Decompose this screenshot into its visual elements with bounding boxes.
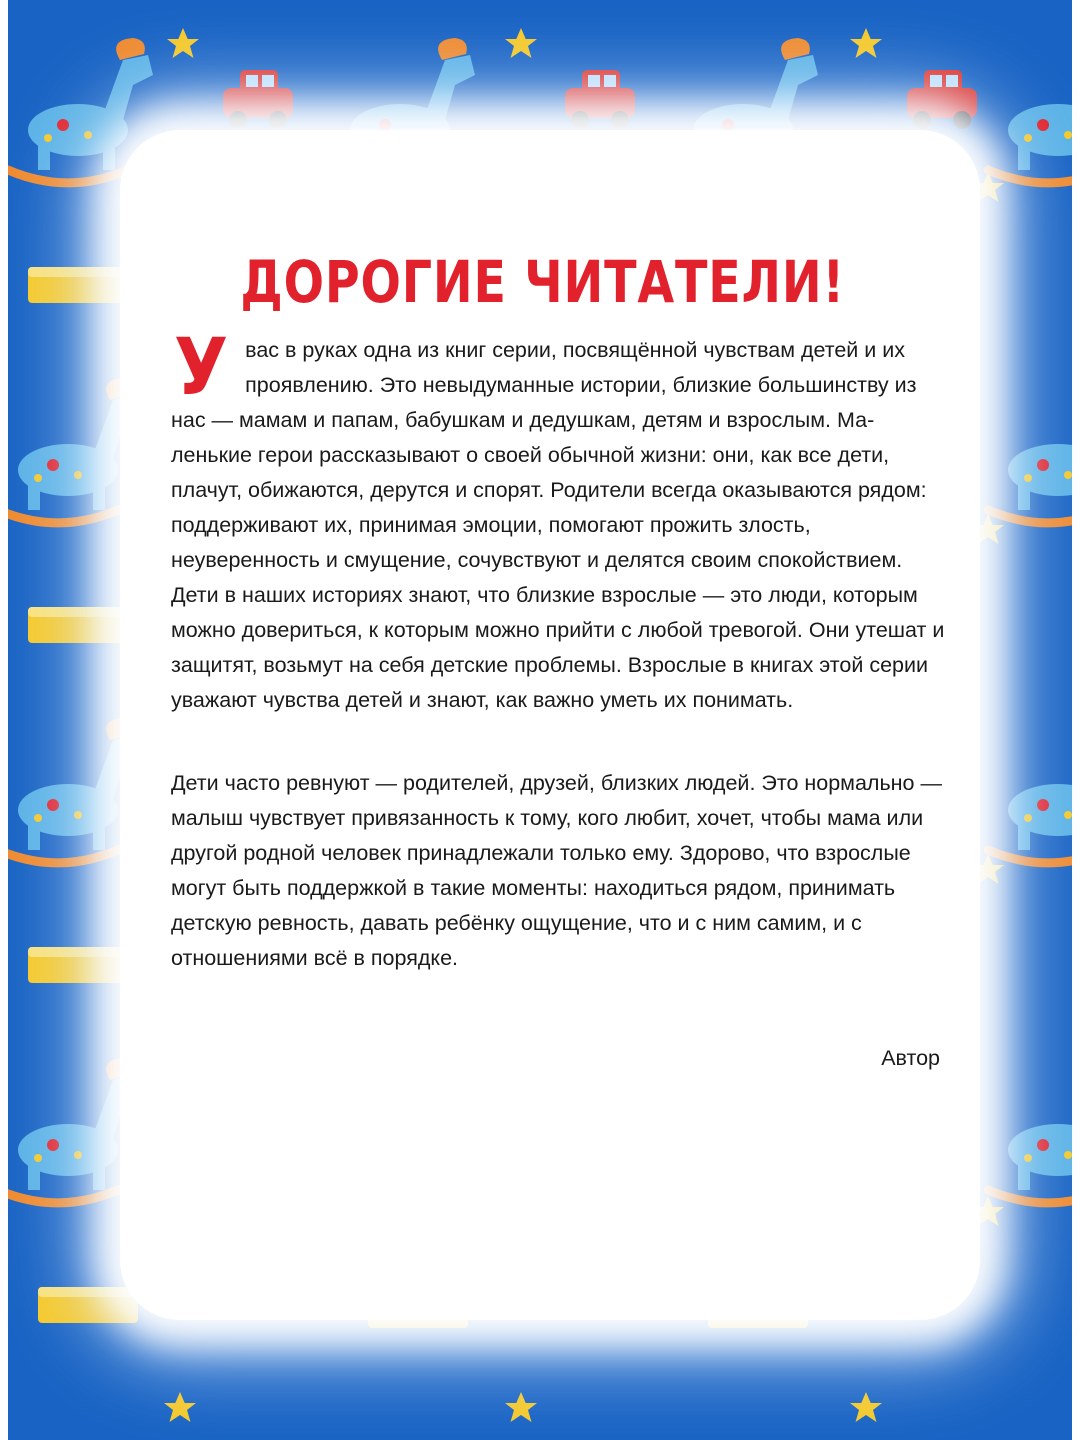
author-signature: Автор [881, 1046, 940, 1070]
second-paragraph: Дети часто ревнуют — родителей, друзей, близких людей. Это нормально — малыш чувствует привязанность к тому, кого любит, хочет, чтобы мама или другой родной человек принадлежали только ему. Здорово, что взрослые могут быть поддержкой в такие моменты: находиться рядом, принимать детскую ревность, давать ребёнку ощущение, что и с ним самим, и с отношениями всё в порядке. [171, 771, 942, 970]
intro-paragraph [171, 323, 946, 718]
intro-paragraph-text: вас в руках одна из книг серии, посвящённой чувствам детей и их проявлению. Это невыдуманные истории, близкие большинству из нас — мамам и папам, бабушкам и дедушкам, детям и взрослым. Маленькие герои рассказывают о своей обычной жизни: они, как все дети, плачут, обижаются, дерутся и спорят. Родители всегда оказываются рядом: поддерживают их, принимая эмоции, помогают прожить злость, неуверенность и смущение, сочувствуют и делятся своим спокойствием. Дети в наших историях знают, что близкие взрослые — это люди, которым можно довериться, к которым можно прийти с любой тревогой. Они утешат и защитят, возьмут на себя детские проблемы. Взрослые в книгах этой серии уважают чувства детей и знают, как важно уметь их понимать. [171, 338, 945, 712]
drop-cap-letter: У [174, 323, 229, 413]
page-title: ДОРОГИЕ ЧИТАТЕЛИ! [240, 248, 845, 316]
